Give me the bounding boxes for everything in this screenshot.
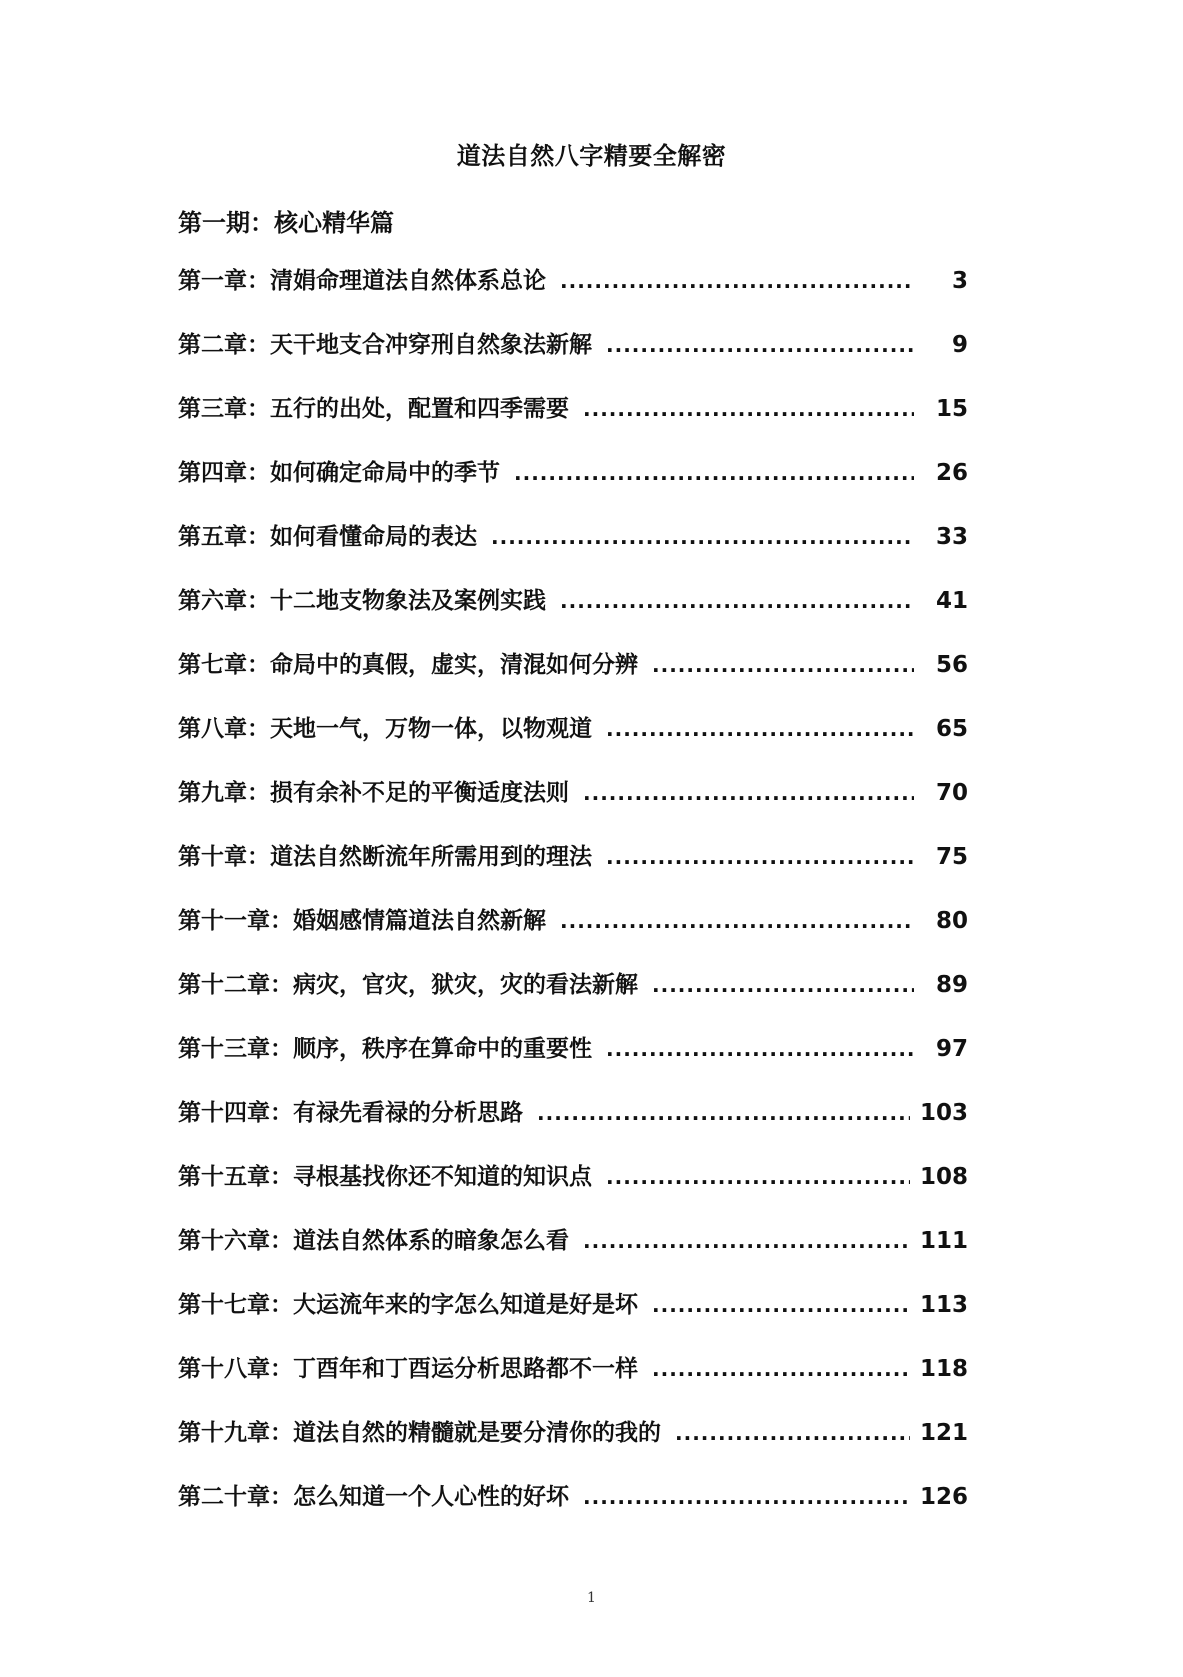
toc-entry-title: 第一章：清娟命理道法自然体系总论 (178, 268, 546, 294)
toc-entry-page: 41 (935, 588, 968, 614)
toc-dot-leader (652, 1293, 910, 1317)
toc-entry-title: 第二十章：怎么知道一个人心性的好坏 (178, 1484, 569, 1510)
toc-entry-page: 89 (935, 972, 968, 998)
toc-entry[interactable] (178, 902, 968, 966)
toc-entry-title: 第二章：天干地支合冲穿刑自然象法新解 (178, 332, 592, 358)
toc-dot-leader (514, 461, 914, 485)
toc-entry-title: 第十二章：病灾，官灾，狱灾，灾的看法新解 (178, 972, 638, 998)
toc-entry[interactable] (178, 966, 968, 1030)
toc-dot-leader (537, 1101, 910, 1125)
toc-entry-page: 70 (935, 780, 968, 806)
toc-entry[interactable] (178, 774, 968, 838)
toc-dot-leader (560, 589, 914, 613)
toc-entry-title: 第十四章：有禄先看禄的分析思路 (178, 1100, 523, 1126)
page-number: 1 (587, 1590, 596, 1606)
toc-dot-leader (606, 1165, 910, 1189)
toc-entry[interactable] (178, 518, 968, 582)
toc-dot-leader (583, 1485, 910, 1509)
toc-entry-page: 65 (935, 716, 968, 742)
toc-dot-leader (583, 1229, 910, 1253)
toc-entry-title: 第七章：命局中的真假，虚实，清混如何分辨 (178, 652, 638, 678)
toc-entry-title: 第十五章：寻根基找你还不知道的知识点 (178, 1164, 592, 1190)
section-heading: 第一期：核心精华篇 (178, 209, 394, 237)
toc-entry-page: 118 (919, 1356, 968, 1382)
toc-entry-page: 121 (919, 1420, 968, 1446)
toc-entry-page: 97 (935, 1036, 968, 1062)
toc-entry-title: 第四章：如何确定命局中的季节 (178, 460, 500, 486)
toc-dot-leader (583, 397, 914, 421)
toc-entry-page: 113 (919, 1292, 968, 1318)
toc-dot-leader (491, 525, 914, 549)
toc-entry-title: 第九章：损有余补不足的平衡适度法则 (178, 780, 569, 806)
toc-entry[interactable] (178, 1414, 968, 1478)
toc-entry[interactable] (178, 262, 968, 326)
toc-entry[interactable] (178, 1478, 968, 1542)
toc-entry-title: 第五章：如何看懂命局的表达 (178, 524, 477, 550)
toc-entry-title: 第十八章：丁酉年和丁酉运分析思路都不一样 (178, 1356, 638, 1382)
toc-entry-title: 第十六章：道法自然体系的暗象怎么看 (178, 1228, 569, 1254)
toc-entry-page: 80 (935, 908, 968, 934)
toc-dot-leader (652, 1357, 910, 1381)
toc-entry-page: 33 (935, 524, 968, 550)
toc-entry[interactable] (178, 838, 968, 902)
toc-entry-page: 56 (935, 652, 968, 678)
toc-entry-page: 111 (919, 1228, 968, 1254)
toc-entry[interactable] (178, 646, 968, 710)
table-of-contents (178, 262, 968, 1542)
toc-entry[interactable] (178, 1158, 968, 1222)
toc-entry[interactable] (178, 390, 968, 454)
toc-entry-title: 第六章：十二地支物象法及案例实践 (178, 588, 546, 614)
toc-entry-title: 第十三章：顺序，秩序在算命中的重要性 (178, 1036, 592, 1062)
toc-dot-leader (652, 973, 914, 997)
toc-entry-title: 第十一章：婚姻感情篇道法自然新解 (178, 908, 546, 934)
toc-dot-leader (606, 1037, 914, 1061)
toc-entry-title: 第十九章：道法自然的精髓就是要分清你的我的 (178, 1420, 661, 1446)
toc-dot-leader (583, 781, 914, 805)
toc-entry[interactable] (178, 1030, 968, 1094)
toc-entry-title: 第三章：五行的出处，配置和四季需要 (178, 396, 569, 422)
toc-entry-page: 103 (919, 1100, 968, 1126)
toc-dot-leader (560, 909, 914, 933)
toc-dot-leader (560, 269, 914, 293)
toc-entry-page: 75 (935, 844, 968, 870)
toc-entry[interactable] (178, 710, 968, 774)
toc-dot-leader (606, 845, 914, 869)
toc-entry[interactable] (178, 1222, 968, 1286)
toc-dot-leader (606, 333, 914, 357)
toc-entry-title: 第十七章：大运流年来的字怎么知道是好是坏 (178, 1292, 638, 1318)
toc-entry[interactable] (178, 326, 968, 390)
toc-dot-leader (652, 653, 914, 677)
toc-entry[interactable] (178, 1094, 968, 1158)
toc-entry[interactable] (178, 582, 968, 646)
toc-dot-leader (606, 717, 914, 741)
document-title: 道法自然八字精要全解密 (456, 142, 727, 170)
toc-entry[interactable] (178, 454, 968, 518)
toc-entry-page: 108 (919, 1164, 968, 1190)
toc-entry-title: 第八章：天地一气，万物一体，以物观道 (178, 716, 592, 742)
toc-entry-page: 9 (951, 332, 968, 358)
toc-dot-leader (675, 1421, 910, 1445)
toc-entry-title: 第十章：道法自然断流年所需用到的理法 (178, 844, 592, 870)
toc-entry[interactable] (178, 1286, 968, 1350)
toc-entry-page: 126 (919, 1484, 968, 1510)
toc-entry-page: 3 (951, 268, 968, 294)
toc-entry-page: 26 (935, 460, 968, 486)
toc-entry-page: 15 (935, 396, 968, 422)
toc-entry[interactable] (178, 1350, 968, 1414)
